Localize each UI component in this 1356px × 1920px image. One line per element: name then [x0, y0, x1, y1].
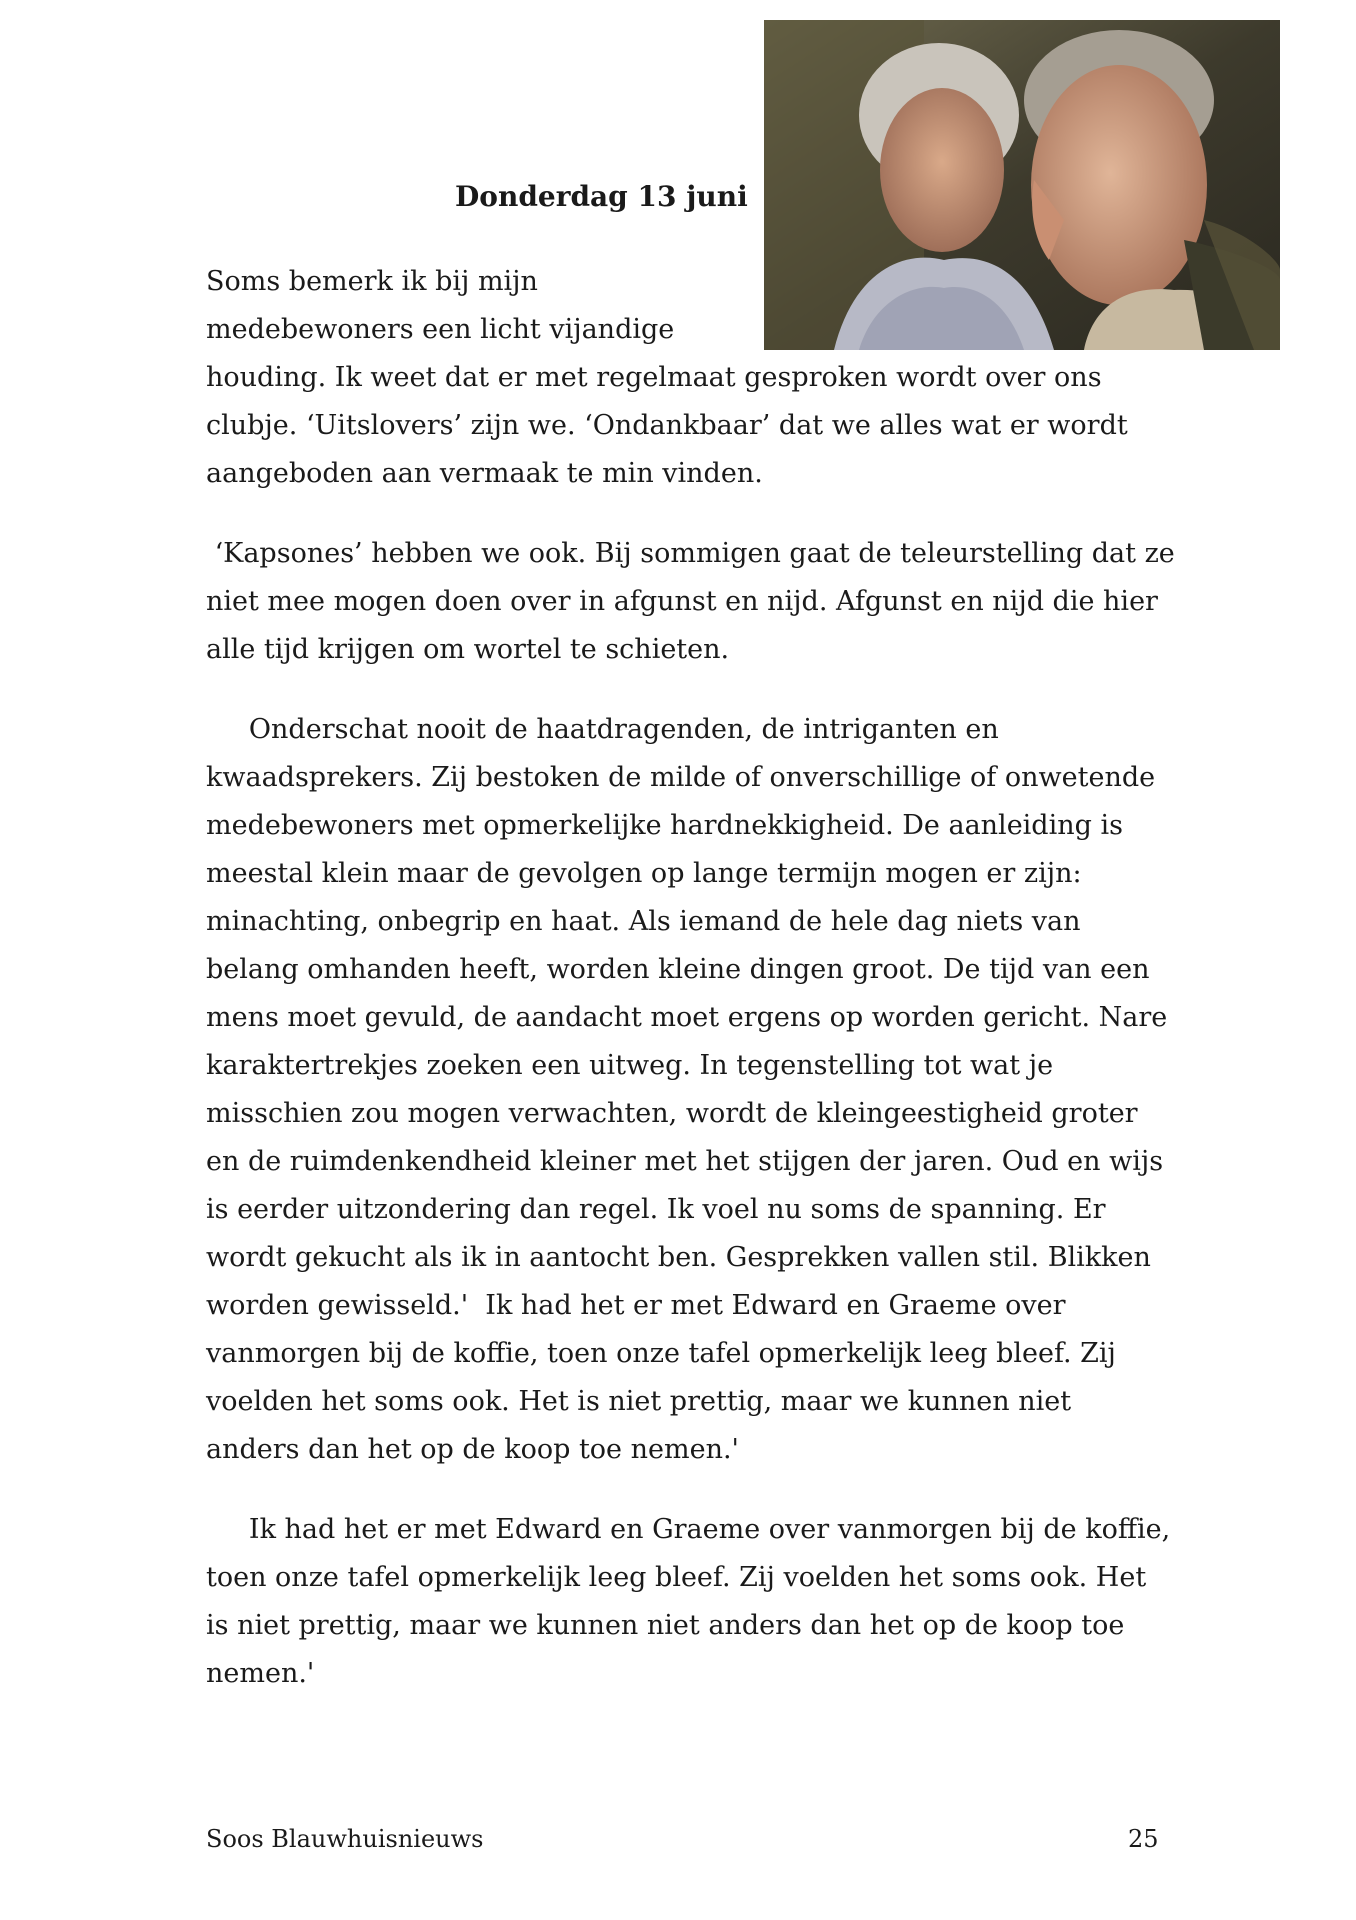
- text-line: karaktertrekjes zoeken een uitweg. In tegenstelling tot wat je: [206, 1050, 1054, 1081]
- text-line: vanmorgen bij de koffie, toen onze tafel opmerkelijk leeg bleef. Zij: [206, 1338, 1116, 1369]
- text-line: aangeboden aan vermaak te min vinden.: [206, 458, 763, 489]
- text-line: Soms bemerk ik bij mijn: [206, 266, 538, 297]
- text-line: misschien zou mogen verwachten, wordt de kleingeestigheid groter: [206, 1098, 1138, 1129]
- text-line: mens moet gevuld, de aandacht moet ergens op worden gericht. Nare: [206, 1002, 1168, 1033]
- text-line: kwaadsprekers. Zij bestoken de milde of onverschillige of onwetende: [206, 762, 1156, 793]
- text-line: meestal klein maar de gevolgen op lange termijn mogen er zijn:: [206, 858, 1082, 889]
- text-line: anders dan het op de koop toe nemen.': [206, 1434, 739, 1465]
- text-line: voelden het soms ook. Het is niet prettig, maar we kunnen niet: [206, 1386, 1072, 1417]
- text-line: niet mee mogen doen over in afgunst en nijd. Afgunst en nijd die hier: [206, 586, 1158, 617]
- text-line: en de ruimdenkendheid kleiner met het stijgen der jaren. Oud en wijs: [206, 1146, 1164, 1177]
- photo-illustration: [764, 20, 1280, 350]
- text-line: Ik had het er met Edward en Graeme over vanmorgen bij de koffie,: [206, 1514, 1171, 1545]
- text-line: wordt gekucht als ik in aantocht ben. Gesprekken vallen stil. Blikken: [206, 1242, 1151, 1273]
- text-line: clubje. ‘Uitslovers’ zijn we. ‘Ondankbaar’ dat we alles wat er wordt: [206, 410, 1128, 441]
- text-line: nemen.': [206, 1658, 315, 1689]
- text-line: houding. Ik weet dat er met regelmaat gesproken wordt over ons: [206, 362, 1102, 393]
- text-line: alle tijd krijgen om wortel te schieten.: [206, 634, 730, 665]
- text-line: medebewoners met opmerkelijke hardnekkigheid. De aanleiding is: [206, 810, 1123, 841]
- text-line: Onderschat nooit de haatdragenden, de intriganten en: [206, 714, 999, 745]
- text-line: belang omhanden heeft, worden kleine dingen groot. De tijd van een: [206, 954, 1150, 985]
- text-line: ‘Kapsones’ hebben we ook. Bij sommigen gaat de teleurstelling dat ze: [206, 538, 1175, 569]
- elderly-couple-photo: [764, 20, 1280, 350]
- footer-publication: Soos Blauwhuisnieuws: [206, 1825, 484, 1853]
- text-line: toen onze tafel opmerkelijk leeg bleef. Zij voelden het soms ook. Het: [206, 1562, 1147, 1593]
- text-line: worden gewisseld.' Ik had het er met Edward en Graeme over: [206, 1290, 1066, 1321]
- text-line: is niet prettig, maar we kunnen niet anders dan het op de koop toe: [206, 1610, 1125, 1641]
- text-line: medebewoners een licht vijandige: [206, 314, 675, 345]
- text-line: minachting, onbegrip en haat. Als iemand de hele dag niets van: [206, 906, 1081, 937]
- text-line: is eerder uitzondering dan regel. Ik voel nu soms de spanning. Er: [206, 1194, 1106, 1225]
- page-number: 25: [1128, 1825, 1159, 1853]
- page-title: Donderdag 13 juni: [455, 180, 748, 213]
